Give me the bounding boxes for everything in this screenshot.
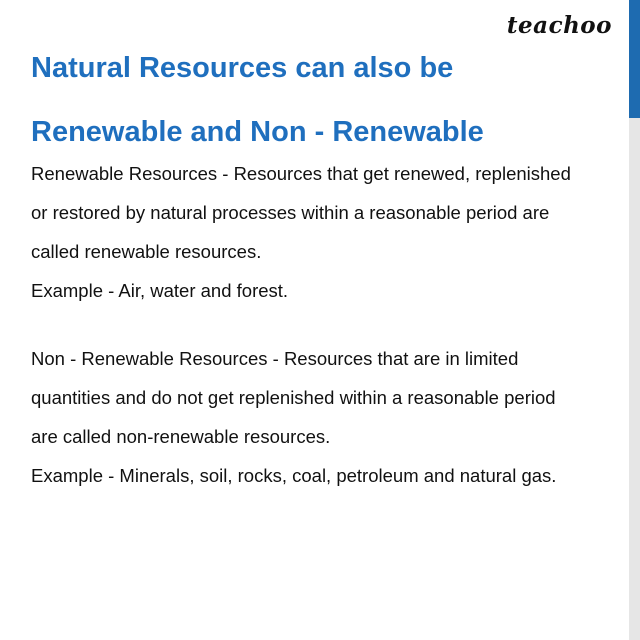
non-renewable-definition-line: Non - Renewable Resources - Resources that are in limited: [31, 348, 519, 369]
renewable-definition-line: Renewable Resources - Resources that get renewed, replenished: [31, 163, 571, 184]
side-accent-bar: [629, 0, 640, 118]
non-renewable-definition-line: are called non-renewable resources.: [31, 426, 331, 447]
title-line-1: Natural Resources can also be: [31, 52, 454, 84]
slide-title: [31, 36, 611, 164]
renewable-example: Example - Air, water and forest.: [31, 280, 289, 301]
renewable-section: [31, 154, 611, 310]
title-line-2: Renewable and Non - Renewable: [31, 116, 484, 148]
brand-logo: teachoo: [506, 12, 612, 39]
section-spacer: [31, 310, 611, 339]
renewable-definition-line: or restored by natural processes within a reasonable period are: [31, 202, 550, 223]
non-renewable-definition-line: quantities and do not get replenished within a reasonable period: [31, 387, 556, 408]
renewable-definition-line: called renewable resources.: [31, 241, 262, 262]
slide-body: [31, 154, 611, 495]
non-renewable-example: Example - Minerals, soil, rocks, coal, petroleum and natural gas.: [31, 465, 557, 486]
non-renewable-section: [31, 339, 611, 495]
